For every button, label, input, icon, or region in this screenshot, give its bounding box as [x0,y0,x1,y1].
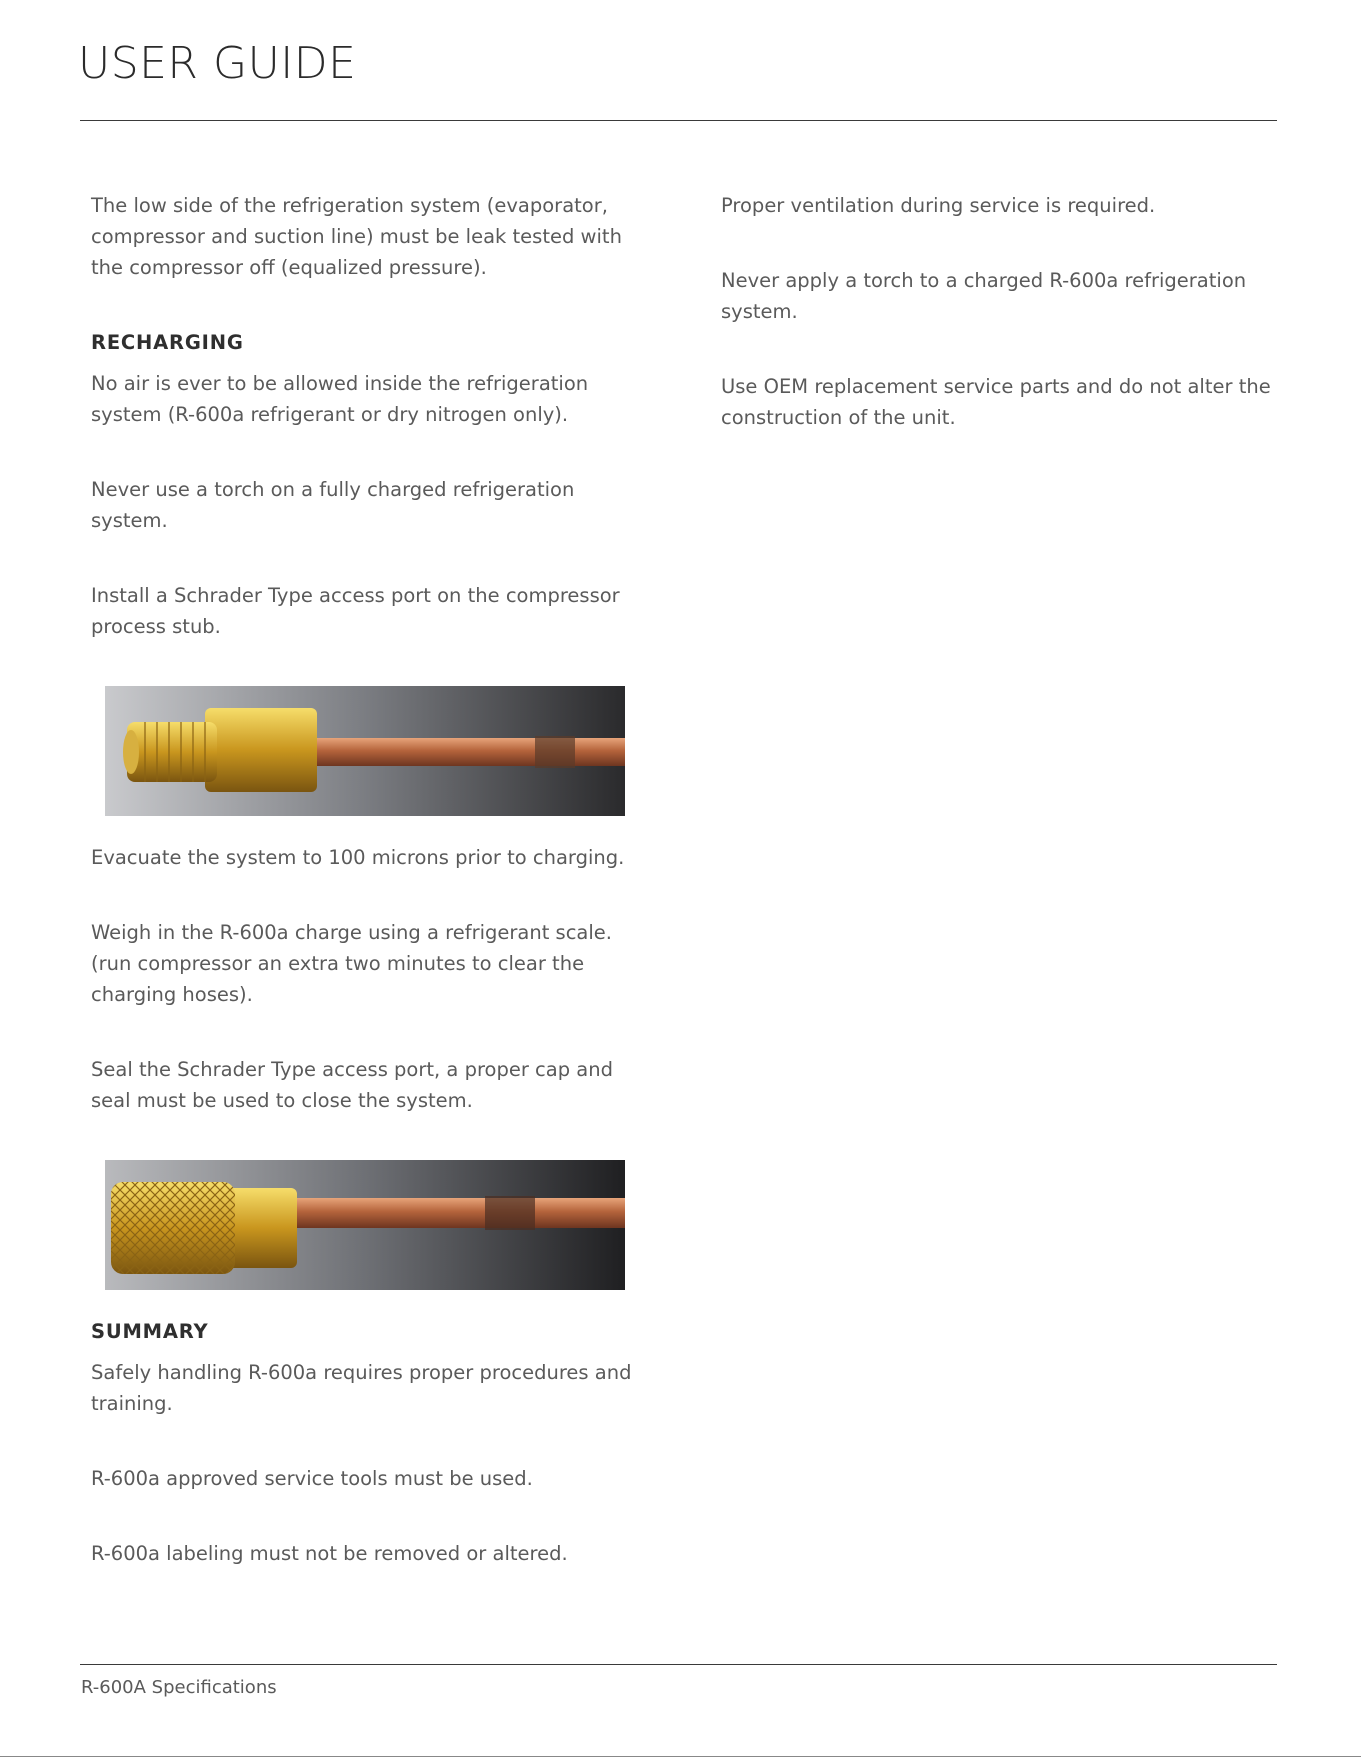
paragraph-weigh-charge: Weigh in the R-600a charge using a refrigerant scale. (run compressor an extra two minutes to clear the charging hoses). [91,921,612,1006]
header-divider [80,120,1277,121]
paragraph-install-port: Install a Schrader Type access port on the compressor process stub. [91,584,620,638]
paragraph-safe-handling: Safely handling R-600a requires proper procedures and training. [91,1361,632,1415]
footer-text: R-600A Specifications [81,1677,277,1698]
paragraph-labeling: R-600a labeling must not be removed or altered. [91,1542,568,1565]
page-title: USER GUIDE [78,38,357,89]
capped-port-photo [105,1160,625,1290]
footer-divider [80,1664,1277,1665]
paragraph-seal-port: Seal the Schrader Type access port, a proper cap and seal must be used to close the system. [91,1058,613,1112]
paragraph-ventilation: Proper ventilation during service is required. [721,194,1156,217]
left-column [91,190,651,1613]
paragraph-oem-parts: Use OEM replacement service parts and do not alter the construction of the unit. [721,375,1271,429]
paragraph-no-torch: Never use a torch on a fully charged refrigeration system. [91,478,575,532]
right-column [721,190,1281,477]
summary-heading: SUMMARY [91,1320,209,1343]
recharging-heading: RECHARGING [91,331,244,354]
paragraph-approved-tools: R-600a approved service tools must be used. [91,1467,533,1490]
schrader-port-photo [105,686,625,816]
page-edge-line [0,1756,1361,1757]
paragraph-no-torch-charged: Never apply a torch to a charged R-600a refrigeration system. [721,269,1247,323]
paragraph-leak-test: The low side of the refrigeration system (evaporator, compressor and suction line) must be leak tested with the compressor off (equalized pressure). [91,194,622,279]
paragraph-no-air: No air is ever to be allowed inside the refrigeration system (R-600a refrigerant or dry nitrogen only). [91,372,589,426]
paragraph-evacuate: Evacuate the system to 100 microns prior to charging. [91,846,625,869]
